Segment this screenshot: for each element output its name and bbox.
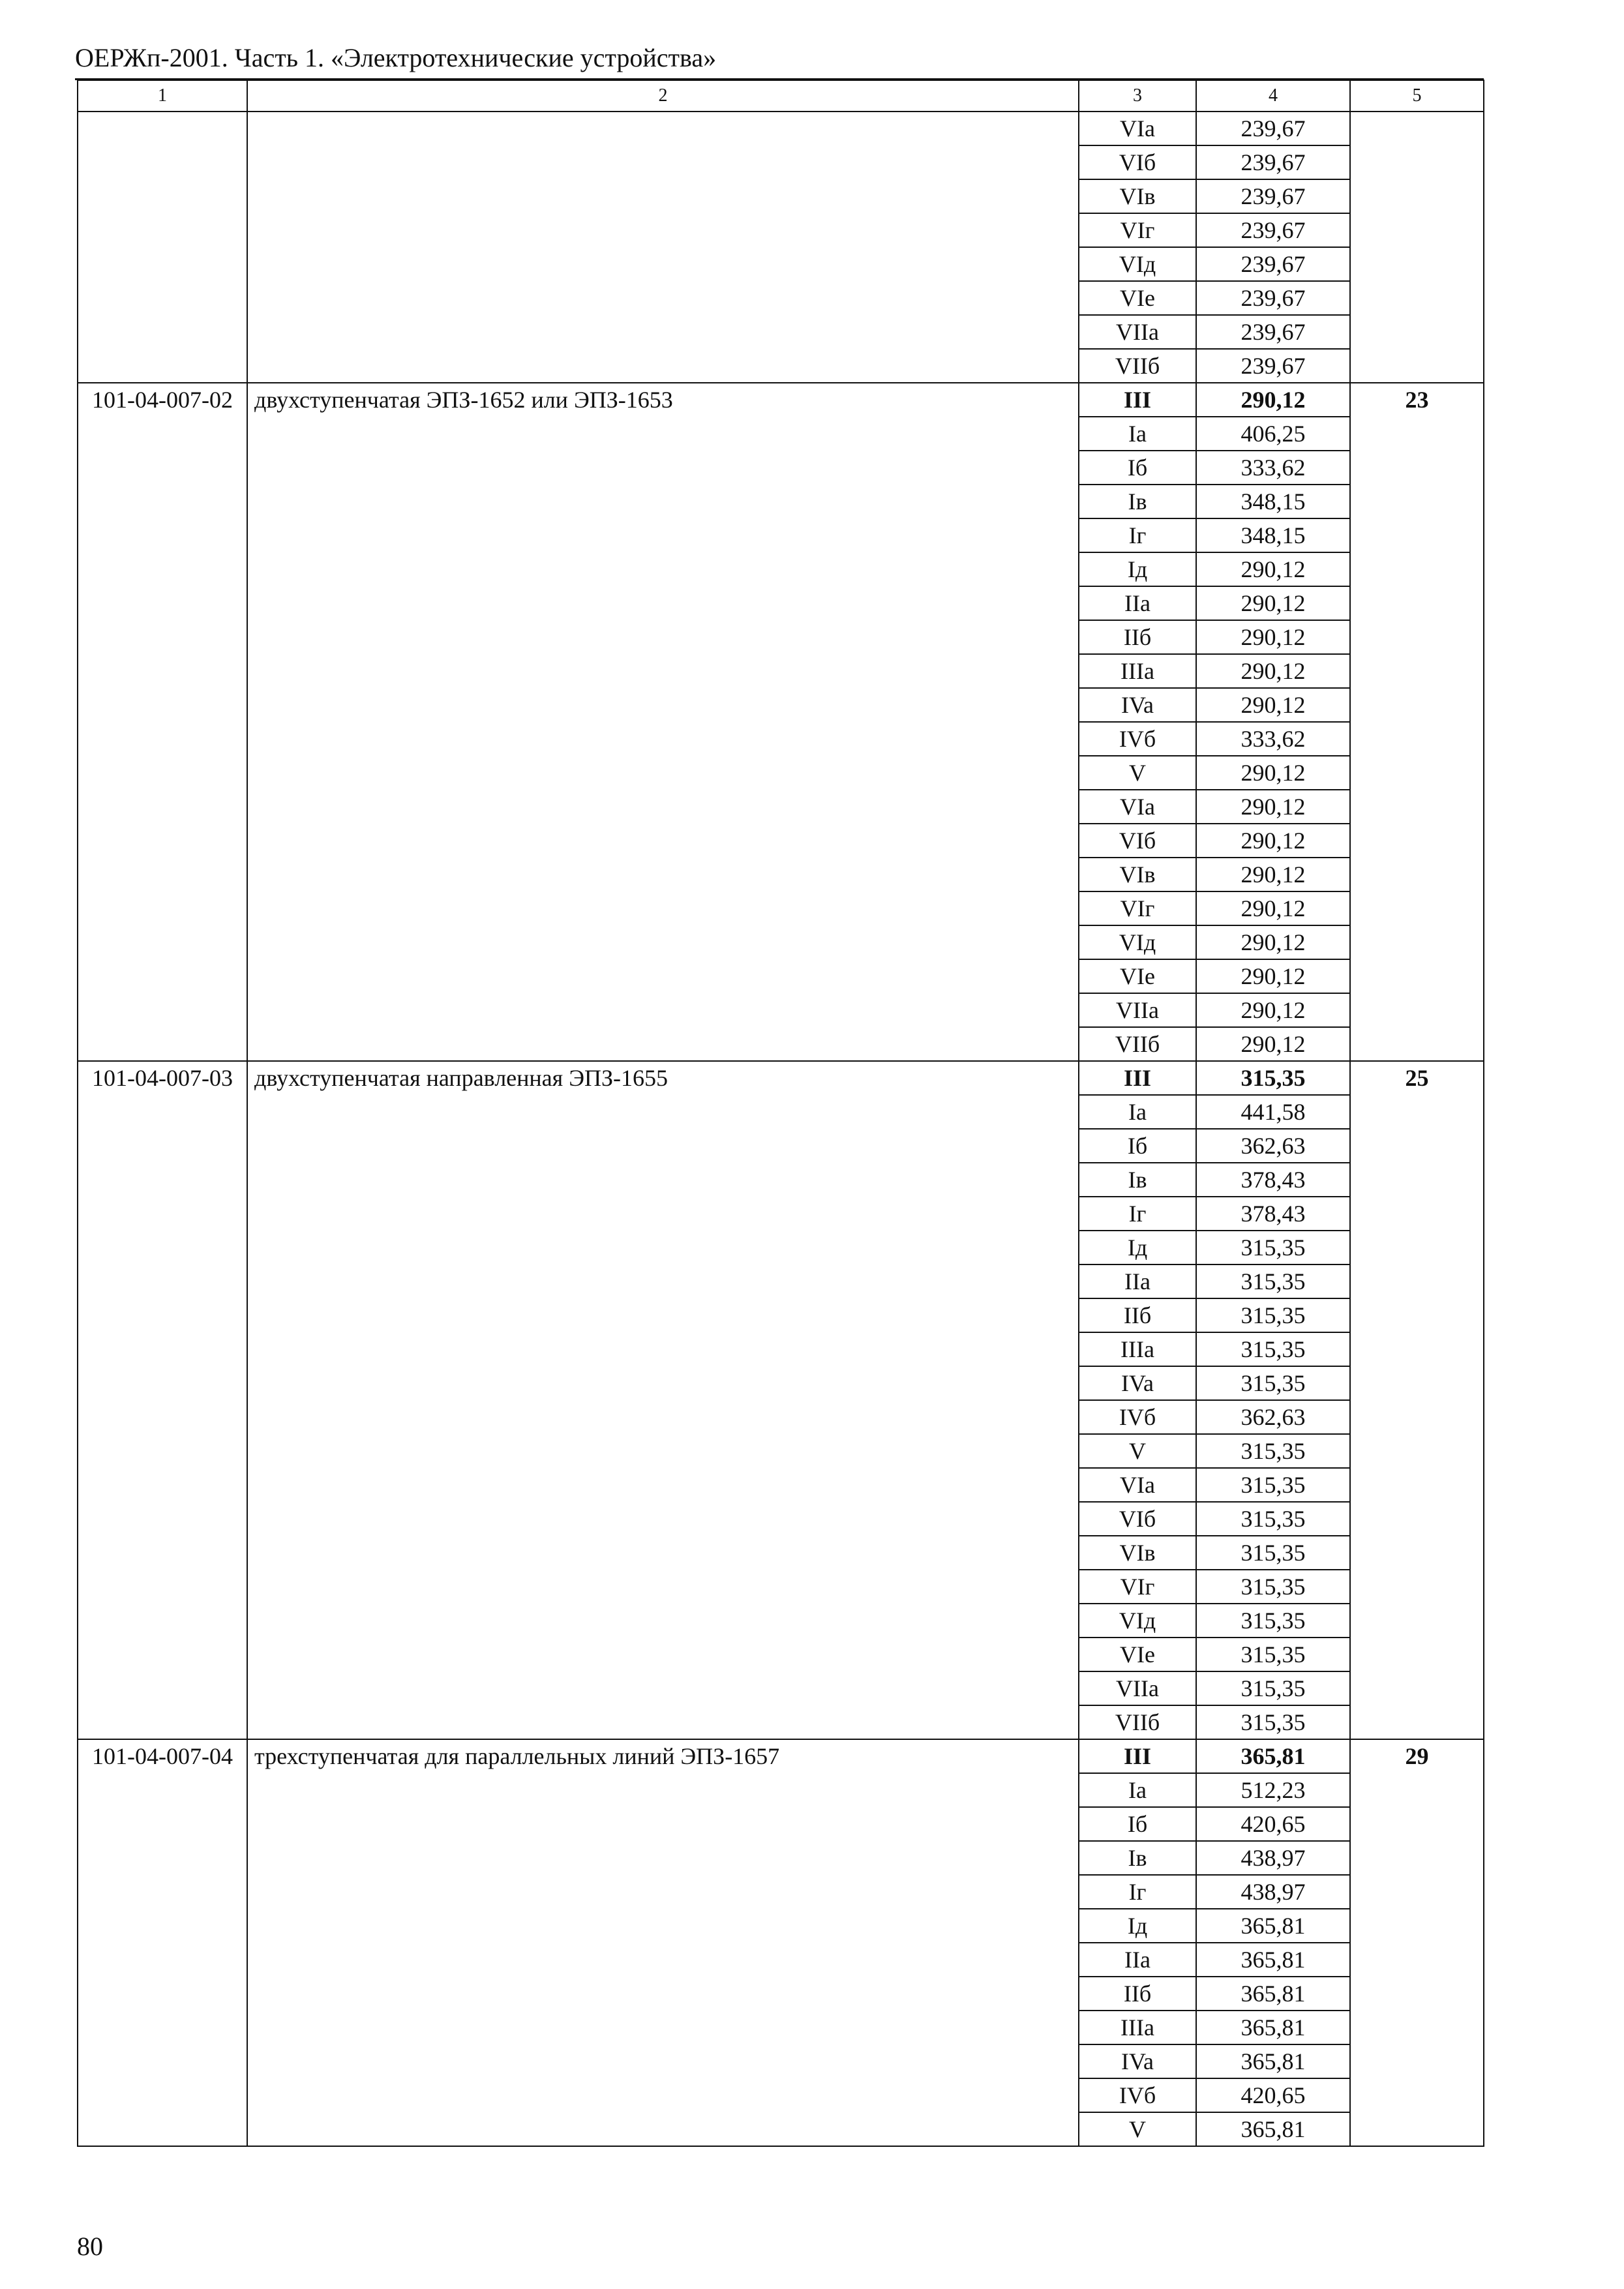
price-cell: 333,62: [1196, 722, 1350, 756]
region-cell: IVa: [1079, 1366, 1196, 1400]
column-number-cell: 3: [1079, 80, 1196, 112]
region-cell: VIe: [1079, 959, 1196, 993]
price-cell: 290,12: [1196, 858, 1350, 891]
column-number-cell: 5: [1350, 80, 1484, 112]
price-cell: 365,81: [1196, 2044, 1350, 2078]
code-cell: [78, 112, 247, 383]
price-cell: 239,67: [1196, 213, 1350, 247]
price-cell: 239,67: [1196, 315, 1350, 349]
region-cell: Ia: [1079, 1095, 1196, 1129]
region-cell: VIв: [1079, 858, 1196, 891]
region-cell: IIб: [1079, 620, 1196, 654]
code-cell: 101-04-007-02: [78, 383, 247, 1061]
price-cell: 438,97: [1196, 1875, 1350, 1909]
region-cell: Iд: [1079, 1909, 1196, 1943]
price-cell: 239,67: [1196, 349, 1350, 383]
price-table: [77, 80, 1484, 2147]
region-cell: Iб: [1079, 1807, 1196, 1841]
price-cell: 290,12: [1196, 790, 1350, 824]
price-table-body: [78, 80, 1484, 2146]
region-cell: VIг: [1079, 213, 1196, 247]
region-cell: Iб: [1079, 1129, 1196, 1163]
region-cell: VIa: [1079, 112, 1196, 145]
region-cell: Iг: [1079, 1197, 1196, 1231]
price-cell: 290,12: [1196, 383, 1350, 417]
price-cell: 315,35: [1196, 1264, 1350, 1298]
region-cell: Iв: [1079, 485, 1196, 518]
column-number-cell: 2: [247, 80, 1079, 112]
value-cell: 29: [1350, 1739, 1484, 2146]
region-cell: VIIa: [1079, 315, 1196, 349]
price-cell: 406,25: [1196, 417, 1350, 451]
region-cell: Iд: [1079, 552, 1196, 586]
price-cell: 365,81: [1196, 1909, 1350, 1943]
region-cell: VIд: [1079, 1604, 1196, 1638]
price-cell: 290,12: [1196, 552, 1350, 586]
page-number: 80: [77, 2232, 103, 2261]
region-cell: VIa: [1079, 790, 1196, 824]
description-cell: трехступенчатая для параллельных линий ЭПЗ-1657: [247, 1739, 1079, 2146]
price-cell: 239,67: [1196, 179, 1350, 213]
price-cell: 290,12: [1196, 756, 1350, 790]
price-cell: 315,35: [1196, 1298, 1350, 1332]
price-cell: 290,12: [1196, 925, 1350, 959]
region-cell: VIa: [1079, 1468, 1196, 1502]
region-cell: VIг: [1079, 891, 1196, 925]
price-cell: 290,12: [1196, 688, 1350, 722]
region-cell: V: [1079, 2112, 1196, 2146]
region-cell: VIб: [1079, 824, 1196, 858]
page-header: [75, 42, 1484, 80]
price-cell: 290,12: [1196, 993, 1350, 1027]
table-row: [78, 1739, 1484, 1773]
region-cell: Iд: [1079, 1231, 1196, 1264]
region-cell: IIб: [1079, 1977, 1196, 2011]
region-cell: III: [1079, 383, 1196, 417]
price-cell: 333,62: [1196, 451, 1350, 485]
table-row: [78, 1061, 1484, 1095]
region-cell: Iв: [1079, 1841, 1196, 1875]
region-cell: Iг: [1079, 1875, 1196, 1909]
description-cell: двухступенчатая ЭПЗ-1652 или ЭПЗ-1653: [247, 383, 1079, 1061]
region-cell: VIe: [1079, 281, 1196, 315]
region-cell: IIIa: [1079, 654, 1196, 688]
price-cell: 365,81: [1196, 1977, 1350, 2011]
region-cell: IVб: [1079, 1400, 1196, 1434]
price-cell: 365,81: [1196, 1739, 1350, 1773]
price-cell: 290,12: [1196, 1027, 1350, 1061]
price-cell: 315,35: [1196, 1604, 1350, 1638]
price-cell: 315,35: [1196, 1671, 1350, 1705]
price-cell: 348,15: [1196, 518, 1350, 552]
price-cell: 365,81: [1196, 1943, 1350, 1977]
price-cell: 365,81: [1196, 2112, 1350, 2146]
region-cell: III: [1079, 1739, 1196, 1773]
price-cell: 290,12: [1196, 891, 1350, 925]
price-cell: 239,67: [1196, 247, 1350, 281]
price-cell: 315,35: [1196, 1061, 1350, 1095]
region-cell: IIIa: [1079, 1332, 1196, 1366]
region-cell: Iг: [1079, 518, 1196, 552]
price-cell: 315,35: [1196, 1231, 1350, 1264]
price-cell: 290,12: [1196, 824, 1350, 858]
region-cell: V: [1079, 1434, 1196, 1468]
price-cell: 378,43: [1196, 1163, 1350, 1197]
column-number-cell: 4: [1196, 80, 1350, 112]
region-cell: IIa: [1079, 586, 1196, 620]
document-title: ОЕРЖп-2001. Часть 1. «Электротехнические устройства»: [75, 43, 717, 72]
column-number-row: [78, 80, 1484, 112]
price-cell: 315,35: [1196, 1434, 1350, 1468]
price-cell: 290,12: [1196, 586, 1350, 620]
price-cell: 315,35: [1196, 1705, 1350, 1739]
region-cell: III: [1079, 1061, 1196, 1095]
region-cell: IIб: [1079, 1298, 1196, 1332]
region-cell: IVб: [1079, 722, 1196, 756]
price-cell: 315,35: [1196, 1366, 1350, 1400]
price-cell: 512,23: [1196, 1773, 1350, 1807]
region-cell: IVa: [1079, 2044, 1196, 2078]
table-row: [78, 383, 1484, 417]
price-cell: 362,63: [1196, 1400, 1350, 1434]
region-cell: VIIa: [1079, 993, 1196, 1027]
price-cell: 420,65: [1196, 1807, 1350, 1841]
value-cell: [1350, 112, 1484, 383]
region-cell: IIa: [1079, 1264, 1196, 1298]
region-cell: VIIa: [1079, 1671, 1196, 1705]
price-cell: 420,65: [1196, 2078, 1350, 2112]
value-cell: 25: [1350, 1061, 1484, 1739]
price-cell: 365,81: [1196, 2011, 1350, 2044]
region-cell: VIв: [1079, 1536, 1196, 1570]
price-cell: 290,12: [1196, 959, 1350, 993]
price-cell: 441,58: [1196, 1095, 1350, 1129]
region-cell: IIa: [1079, 1943, 1196, 1977]
value-cell: 23: [1350, 383, 1484, 1061]
price-cell: 239,67: [1196, 281, 1350, 315]
region-cell: VIIб: [1079, 1027, 1196, 1061]
description-cell: [247, 112, 1079, 383]
price-cell: 315,35: [1196, 1570, 1350, 1604]
price-cell: 348,15: [1196, 485, 1350, 518]
region-cell: VIд: [1079, 925, 1196, 959]
region-cell: VIe: [1079, 1638, 1196, 1671]
column-number-cell: 1: [78, 80, 247, 112]
price-cell: 239,67: [1196, 112, 1350, 145]
price-cell: 315,35: [1196, 1468, 1350, 1502]
region-cell: VIб: [1079, 1502, 1196, 1536]
price-cell: 315,35: [1196, 1536, 1350, 1570]
region-cell: VIд: [1079, 247, 1196, 281]
region-cell: VIг: [1079, 1570, 1196, 1604]
price-cell: 315,35: [1196, 1502, 1350, 1536]
description-cell: двухступенчатая направленная ЭПЗ-1655: [247, 1061, 1079, 1739]
price-cell: 378,43: [1196, 1197, 1350, 1231]
code-cell: 101-04-007-04: [78, 1739, 247, 2146]
region-cell: V: [1079, 756, 1196, 790]
region-cell: Ia: [1079, 417, 1196, 451]
region-cell: VIб: [1079, 145, 1196, 179]
table-row: [78, 112, 1484, 145]
region-cell: IVa: [1079, 688, 1196, 722]
price-cell: 290,12: [1196, 654, 1350, 688]
region-cell: VIIб: [1079, 1705, 1196, 1739]
region-cell: Iб: [1079, 451, 1196, 485]
price-cell: 438,97: [1196, 1841, 1350, 1875]
region-cell: VIв: [1079, 179, 1196, 213]
region-cell: IVб: [1079, 2078, 1196, 2112]
price-cell: 239,67: [1196, 145, 1350, 179]
code-cell: 101-04-007-03: [78, 1061, 247, 1739]
region-cell: IIIa: [1079, 2011, 1196, 2044]
price-cell: 290,12: [1196, 620, 1350, 654]
region-cell: VIIб: [1079, 349, 1196, 383]
price-cell: 315,35: [1196, 1332, 1350, 1366]
price-cell: 315,35: [1196, 1638, 1350, 1671]
price-cell: 362,63: [1196, 1129, 1350, 1163]
region-cell: Iв: [1079, 1163, 1196, 1197]
region-cell: Ia: [1079, 1773, 1196, 1807]
